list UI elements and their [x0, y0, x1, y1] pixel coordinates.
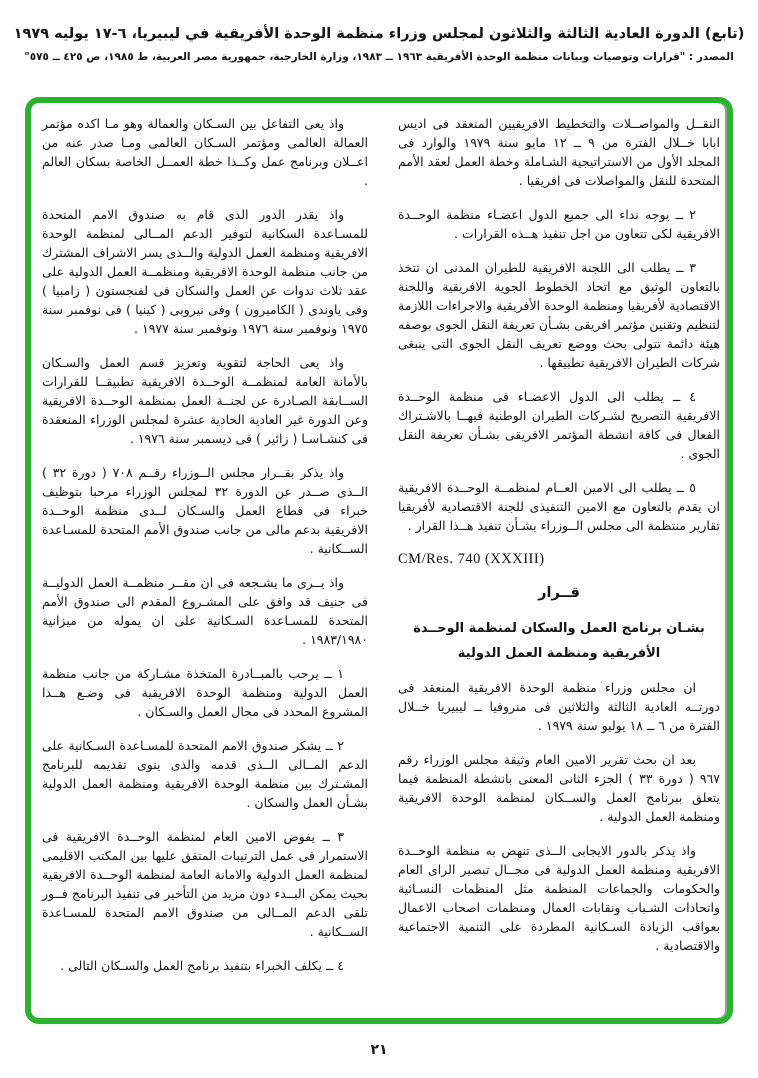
header-source-citation: المصدر : "قرارات وتوصيات وبيانات منظمة الوحدة الأفريقية ١٩٦٣ ــ ١٩٨٣، وزارة الخارجية، جمهورية مصر العربية، ط ١٩٨٥، ص ٤٢٥ ــ ٥٧٥" — [24, 51, 734, 63]
resolution-subtitle-line: بشـان برنامج العمل والسكان لمنظمة الوحــدة — [413, 621, 705, 636]
paragraph: ان مجلس وزراء منظمة الوحدة الافريقية المنعقد فى دورتــه العادية الثالثة والثلاثين فى منروفيا ــ ليبيريا خــلال الفترة من ٦ ــ ١٨ يوليو سنة ١٩٧٩ . — [398, 680, 720, 733]
resolution-subtitle — [398, 616, 720, 666]
paragraph: ٢ ــ يشكر صندوق الامم المتحدة للمسـاعدة السـكانية على الدعم المــالى الــذى قدمه والذى ينوى تقديمه للبرنامج المشـترك بين منظمة الوحدة الافريقية ومنظمة العمل الدولية بشـأن العمل والسكان . — [42, 738, 368, 810]
paragraph: ٣ ــ يفوض الامين العام لمنظمة الوحــدة الافريقية فى الاستمرار فى عمل الترتيبات المتفق عليها بين المكتب الاقليمى لمنظمة العمل الدولية والامانة العامة لمنظمة الوحــدة الافريقية بحيث يمكن البــدء دون مزيد من التأخير فى تنفيذ البرنامج فــور تلقى الدعم المــالى من صندوق الامم المتحدة للمسـاعدة الســكانية . — [42, 829, 368, 939]
header-session-title: (تابع) الدورة العادية الثالثة والثلاثون لمجلس وزراء منظمة الوحدة الأفريقية في ليبيريا، ٦-١٧ يوليه ١٩٧٩ — [13, 26, 745, 42]
paragraph: واذ يعى التفاعل بين السـكان والعمالة وهو مـا اكده مؤتمر العمالة العالمى ومؤتمر السـكان العالمى ومـا صدر عنه من اعــلان وبرنامج عمل وكــذا خطة العمــل الخاصة بسكان العالم . — [42, 116, 368, 188]
paragraph: واذ يعى الحاجة لتقوية وتعزيز قسم العمل والسـكان بالأمانة العامة لمنظمــة الوحــدة الافريقية تطبيقــا للقرارات الســابقة الصـادرة عن لجنــة العمل بمنظمة الوحــدة الافريقية وعن الدورة غير العادية الحادية عشرة لمجلس الوزراء المنعقدة فى كنشـاسـا ( زائير ) فى ديسمبر سنة ١٩٧٦ . — [42, 355, 368, 446]
resolution-subtitle-line: الأفريقية ومنظمة العمل الدولية — [457, 646, 661, 661]
resolution-title: قــرار — [538, 585, 580, 601]
page-number: ٢١ — [370, 1042, 388, 1058]
paragraph: ٢ ــ يوجه نداء الى جميع الدول اعضـاء منظمة الوحــدة الافريقية لكى تتعاون من اجل تنفيذ هــذه القرارات . — [398, 207, 720, 241]
paragraph: واذ يذكر بقــرار مجلس الــوزراء رقــم ٧٠٨ ( دورة ٣٢ ) الــذى صــدر عن الدورة ٣٢ لمجلس الوزراء مرحبا بتوظيف خبراء فى قطاع العمل والسـكان لــدى منظمة الوحــدة الافريقية بدعم مالى من جانب صندوق الأمم المتحدة للمسـاعدة الســكانية . — [42, 465, 368, 556]
paragraph: واذ يقدر الدور الذى قام به صندوق الامم المتحدة للمسـاعدة السكانية لتوفير الدعم المــالى لمنظمة الوحدة الافريقية ومنظمة العمل الدولية والــذى يسر الاشراف المشترك من جانب منظمة الوحدة الافريقية ومنظمــة العمل الدولية على عقد ثلاث ندوات عن العمل والسكان فى لفنجستون ( زامبيا ) وفى ياوندى ( الكاميرون ) وفى نيروبى ( كينيا ) فى نوفمبر سنة ١٩٧٥ ونوفمبر سنة ١٩٧٦ ونوفمبر سنة ١٩٧٧ . — [42, 207, 368, 336]
right-column — [398, 114, 720, 970]
paragraph: واذ يذكر بالدور الايجابى الــذى تنهض به منظمة الوحــدة الافريقية ومنظمة العمل الدولية فى مجــال تبصير الراى العام والحكومات والجماعات المنظمة مثل المنظمات النسـائية واتحادات الشـباب ونقابات العمال ومنظمات اصحاب الاعمال بعواقب الزيادة السـكانية المطردة على التنمية الاجتماعية والاقتصادية . — [398, 843, 720, 953]
paragraph: النقــل والمواصــلات والتخطيط الافريقيين المنعقد فى اديس ابابا خــلال الفترة من ٩ ــ ١٢ مايو سنة ١٩٧٩ والوارد فى المجلد الأول من الاستراتيجية الشـاملة وخطة العمل لعقد الأمم المتحدة للنقل والمواصلات فى افريقيا . — [398, 116, 720, 188]
paragraph: ١ ــ يرحب بالمبــادرة المتخذة مشـاركة من جانب منظمة العمل الدولية ومنظمة الوحدة الافريقية فى وضـع هــذا المشروع المحدد فى مجال العمل والسـكان . — [42, 666, 368, 719]
paragraph: ٤ ــ يطلب الى الدول الاعضـاء فى منظمة الوحــدة الافريقية التصريح لشـركات الطيران الوطنية فيهــا بالاشـتراك الفعال فى كافة انشطة المؤتمر الافريقى بشـأن تعريفة النقل الجوى . — [398, 389, 720, 461]
paragraph: ٣ ــ يطلب الى اللجنة الافريقية للطيران المدنى ان تتخذ بالتعاون الوثيق مع اتحاد الخطوط الجوية الافريقية واللجنة الاقتصادية لأفريقيا ومنظمة الوحدة الأفريقية والاجراءات اللازمة لتنظيم وتقنين مؤتمر افريقى بشـأن تعريفة النقل الجوى بوصفه هيئة دائمة تتولى بحث ووضع تعريف النقل الجوى التى ينبغى شركات الطيران الافريقية تطبيقها . — [398, 260, 720, 370]
paragraph: واذ يــرى ما يشـجعه فى ان مقــر منظمــة العمل الدوليــة فى جنيف قد وافق على المشـروع المقدم الى صندوق الأمم المتحدة للمسـاعدة السـكانية على ان يموله من ميزانية ١٩٨٣/١٩٨٠ . — [42, 575, 368, 647]
resolution-reference: CM/Res. 740 (XXXIII) — [398, 551, 545, 567]
paragraph: ٤ ــ يكلف الخبراء بتنفيذ برنامج العمل والسـكان التالى . — [60, 958, 344, 973]
left-column — [42, 114, 368, 990]
page-header — [0, 26, 758, 63]
paragraph: ٥ ــ يطلب الى الامين العــام لمنظمــة الوحــدة الافريقية ان يقدم بالتعاون مع الامين التنفيذى للجنة الاقتصادية لأفريقيا تقارير منتظمة الى مجلس الــوزراء بشـأن تنفيذ هــذا القرار . — [398, 480, 720, 533]
content-frame — [25, 97, 733, 1024]
paragraph: بعد ان بحث تقرير الامين العام وثيقة مجلس الوزراء رقم ٩٦٧ ( دورة ٣٣ ) الجزء الثانى المعنى بانشطة المنظمة فيما يتعلق ببرنامج العمل والســكان لمنظمة الوحدة الافريقية ومنظمة العمل الدولية . — [398, 752, 720, 824]
